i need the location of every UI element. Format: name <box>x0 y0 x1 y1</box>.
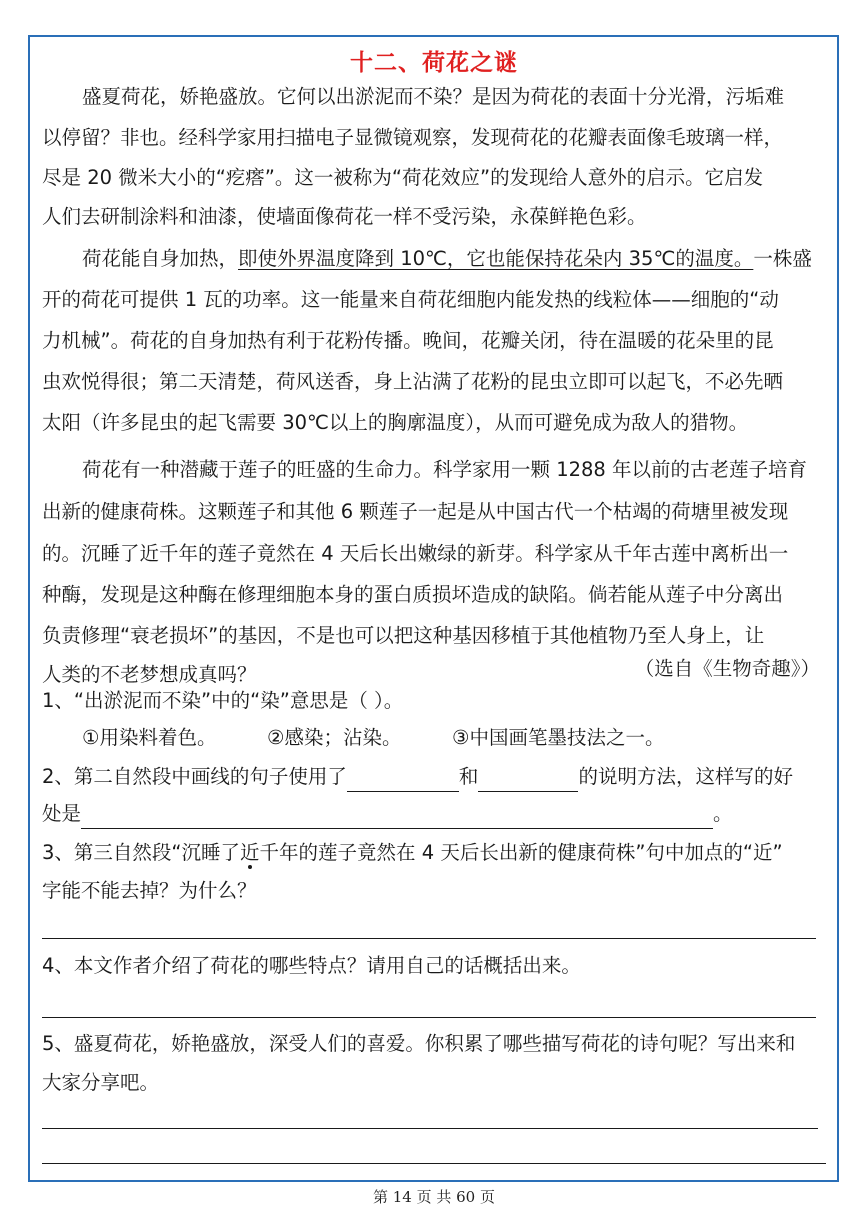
question-3-line-1 <box>42 838 842 868</box>
question-2-line-2 <box>42 799 842 829</box>
paragraph-2-line-2: 开的荷花可提供 1 瓦的功率。这一能量来自荷花细胞内能发热的线粒体——细胞的“动 <box>42 288 779 311</box>
option-1[interactable]: ①用染料着色。 <box>82 726 217 749</box>
page-number: 第 14 页 共 60 页 <box>372 1188 495 1206</box>
question-3-text: 3、第三自然段“沉睡了 <box>42 841 241 864</box>
paragraph-1-line-3: 尽是 20 微米大小的“疙瘩”。这一被称为“荷花效应”的发现给人意外的启示。它启发 <box>42 166 764 189</box>
option-2[interactable]: ②感染；沾染。 <box>267 726 402 749</box>
question-2-line-1 <box>42 762 842 792</box>
paragraph-2-text: 荷花能自身加热， <box>82 247 239 270</box>
emphasis-dotted-char: 近 <box>240 841 260 864</box>
question-2-text: 和 <box>458 765 479 788</box>
paragraph-2-line-3: 力机械”。荷花的自身加热有利于花粉传播。晚间，花瓣关闭，待在温暖的花朵里的昆 <box>42 329 774 352</box>
answer-line-q5-2[interactable] <box>42 1163 826 1164</box>
paragraph-2-line-4: 虫欢悦得很；第二天清楚，荷风送香，身上沾满了花粉的昆虫立即可以起飞，不必先晒 <box>42 370 784 393</box>
question-5-line-2: 大家分享吧。 <box>42 1071 160 1094</box>
question-2-text: 的说明方法，这样写的好 <box>578 765 793 788</box>
question-4: 4、本文作者介绍了荷花的哪些特点？请用自己的话概括出来。 <box>42 954 581 977</box>
question-3-line-2: 字能不能去掉？为什么？ <box>42 879 257 902</box>
question-1: 1、“出淤泥而不染”中的“染”意思是（ ）。 <box>42 689 404 712</box>
answer-blank-3[interactable] <box>81 806 713 829</box>
page-title: 十二、荷花之谜 <box>350 50 518 76</box>
question-2-text: 2、第二自然段中画线的句子使用了 <box>42 765 347 788</box>
paragraph-2-line-1 <box>82 244 842 274</box>
paragraph-3-line-5: 负责修理“衰老损坏”的基因，不是也可以把这种基因移植于其他植物乃至人身上，让 <box>42 624 765 647</box>
paragraph-1-line-2: 以停留？非也。经科学家用扫描电子显微镜观察，发现荷花的花瓣表面像毛玻璃一样， <box>42 126 784 149</box>
question-5-line-1: 5、盛夏荷花，娇艳盛放，深受人们的喜爱。你积累了哪些描写荷花的诗句呢？写出来和 <box>42 1032 796 1055</box>
source-citation: （选自《生物奇趣》） <box>634 657 820 680</box>
paragraph-3-line-4: 种酶，发现是这种酶在修理细胞本身的蛋白质损坏造成的缺陷。倘若能从莲子中分离出 <box>42 583 784 606</box>
paragraph-3-line-6: 人类的不老梦想成真吗？ <box>42 663 257 686</box>
underlined-sentence: 即使外界温度降到 10℃，它也能保持花朵内 35℃的温度。 <box>238 247 754 270</box>
paragraph-1-line-1: 盛夏荷花，娇艳盛放。它何以出淤泥而不染？是因为荷花的表面十分光滑，污垢难 <box>82 85 785 108</box>
question-1-options <box>82 723 842 753</box>
question-2-text: 。 <box>713 802 733 825</box>
question-3-text: 千年的莲子竟然在 4 天后长出新的健康荷株”句中加点的“近” <box>259 841 783 864</box>
paragraph-3-line-3: 的。沉睡了近千年的莲子竟然在 4 天后长出嫩绿的新芽。科学家从千年古莲中离析出一 <box>42 542 789 565</box>
option-3[interactable]: ③中国画笔墨技法之一。 <box>452 726 665 749</box>
paragraph-3-line-1: 荷花有一种潜藏于莲子的旺盛的生命力。科学家用一颗 1288 年以前的古老莲子培育 <box>82 458 808 481</box>
paragraph-3-line-2: 出新的健康荷株。这颗莲子和其他 6 颗莲子一起是从中国古代一个枯竭的荷塘里被发现 <box>42 500 789 523</box>
answer-blank-2[interactable] <box>478 769 578 792</box>
question-2-text: 处是 <box>42 802 82 825</box>
paragraph-2-text: 一株盛 <box>753 247 812 270</box>
answer-line-q5-1[interactable] <box>42 1128 818 1129</box>
answer-blank-1[interactable] <box>347 769 459 792</box>
paragraph-2-line-5: 太阳（许多昆虫的起飞需要 30℃以上的胸廓温度），从而可避免成为敌人的猎物。 <box>42 411 749 434</box>
answer-line-q4[interactable] <box>42 1017 816 1018</box>
answer-line-q3[interactable] <box>42 938 816 939</box>
paragraph-1-line-4: 人们去研制涂料和油漆，使墙面像荷花一样不受污染，永葆鲜艳色彩。 <box>42 205 647 228</box>
